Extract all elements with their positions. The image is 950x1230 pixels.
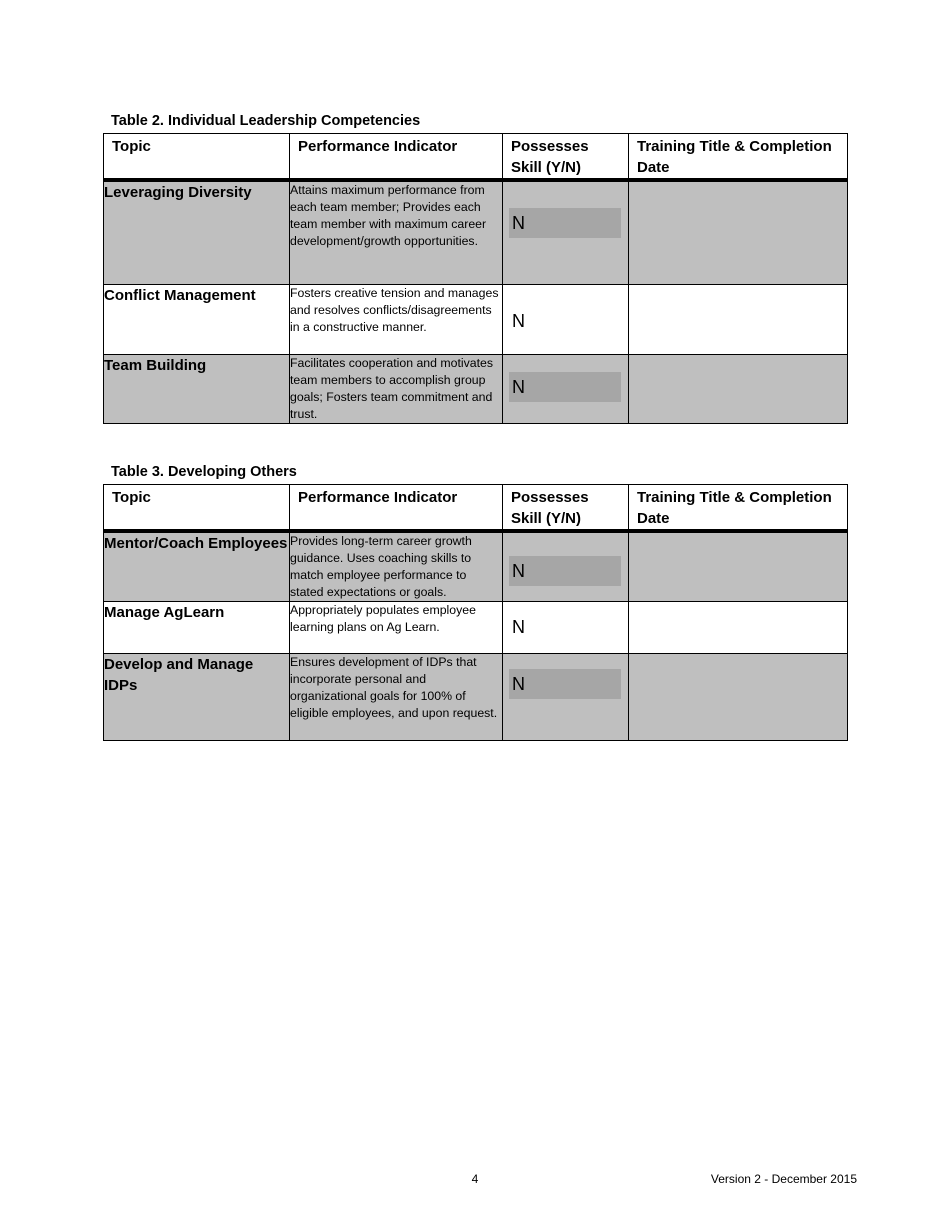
row-performance-indicator: Facilitates cooperation and motivates team members to accomplish group goals; Fosters team commitment and trust. (290, 354, 503, 423)
header-possesses-skill: Possesses Skill (Y/N) (503, 134, 629, 181)
header-topic: Topic (104, 485, 290, 532)
row-skill-cell (503, 354, 629, 423)
table-row (104, 180, 848, 284)
table-row (104, 602, 848, 654)
training-title-field[interactable] (629, 531, 848, 602)
header-training-title: Training Title & Completion Date (629, 134, 848, 181)
training-title-field[interactable] (629, 284, 848, 354)
row-skill-cell (503, 602, 629, 654)
row-topic: Mentor/Coach Employees (104, 531, 290, 602)
header-training-title: Training Title & Completion Date (629, 485, 848, 532)
skill-yn-field[interactable]: N (509, 372, 621, 402)
skill-yn-field[interactable]: N (509, 208, 621, 238)
header-performance-indicator: Performance Indicator (290, 485, 503, 532)
table2-caption: Table 2. Individual Leadership Competencies (111, 113, 421, 129)
row-skill-cell (503, 284, 629, 354)
row-skill-cell (503, 654, 629, 741)
table-row (104, 654, 848, 741)
table2-leadership-competencies (103, 133, 848, 424)
table-row (104, 531, 848, 602)
row-performance-indicator: Appropriately populates employee learning plans on Ag Learn. (290, 602, 503, 654)
skill-yn-field[interactable]: N (512, 617, 525, 637)
row-performance-indicator: Attains maximum performance from each team member; Provides each team member with maximum career development/growth opportunities. (290, 180, 503, 284)
row-topic: Leveraging Diversity (104, 180, 290, 284)
row-performance-indicator: Fosters creative tension and manages and resolves conflicts/disagreements in a constructive manner. (290, 284, 503, 354)
table2-header-row (104, 134, 848, 181)
row-performance-indicator: Provides long-term career growth guidance. Uses coaching skills to match employee performance to stated expectations or goals. (290, 531, 503, 602)
row-topic: Team Building (104, 354, 290, 423)
row-topic: Develop and Manage IDPs (104, 654, 290, 741)
header-performance-indicator: Performance Indicator (290, 134, 503, 181)
skill-yn-field[interactable]: N (509, 556, 621, 586)
table-row (104, 284, 848, 354)
row-skill-cell (503, 180, 629, 284)
header-possesses-skill: Possesses Skill (Y/N) (503, 485, 629, 532)
table3-header-row (104, 485, 848, 532)
training-title-field[interactable] (629, 354, 848, 423)
row-topic: Manage AgLearn (104, 602, 290, 654)
header-topic: Topic (104, 134, 290, 181)
table-row (104, 354, 848, 423)
version-label: Version 2 - December 2015 (710, 1172, 857, 1186)
training-title-field[interactable] (629, 180, 848, 284)
training-title-field[interactable] (629, 602, 848, 654)
row-performance-indicator: Ensures development of IDPs that incorporate personal and organizational goals for 100% of eligible employees, and upon request. (290, 654, 503, 741)
table3-caption: Table 3. Developing Others (111, 464, 297, 480)
table3-developing-others (103, 484, 848, 741)
skill-yn-field[interactable]: N (509, 669, 621, 699)
row-topic: Conflict Management (104, 284, 290, 354)
training-title-field[interactable] (629, 654, 848, 741)
row-skill-cell (503, 531, 629, 602)
skill-yn-field[interactable]: N (512, 310, 525, 331)
page-number: 4 (471, 1172, 479, 1186)
